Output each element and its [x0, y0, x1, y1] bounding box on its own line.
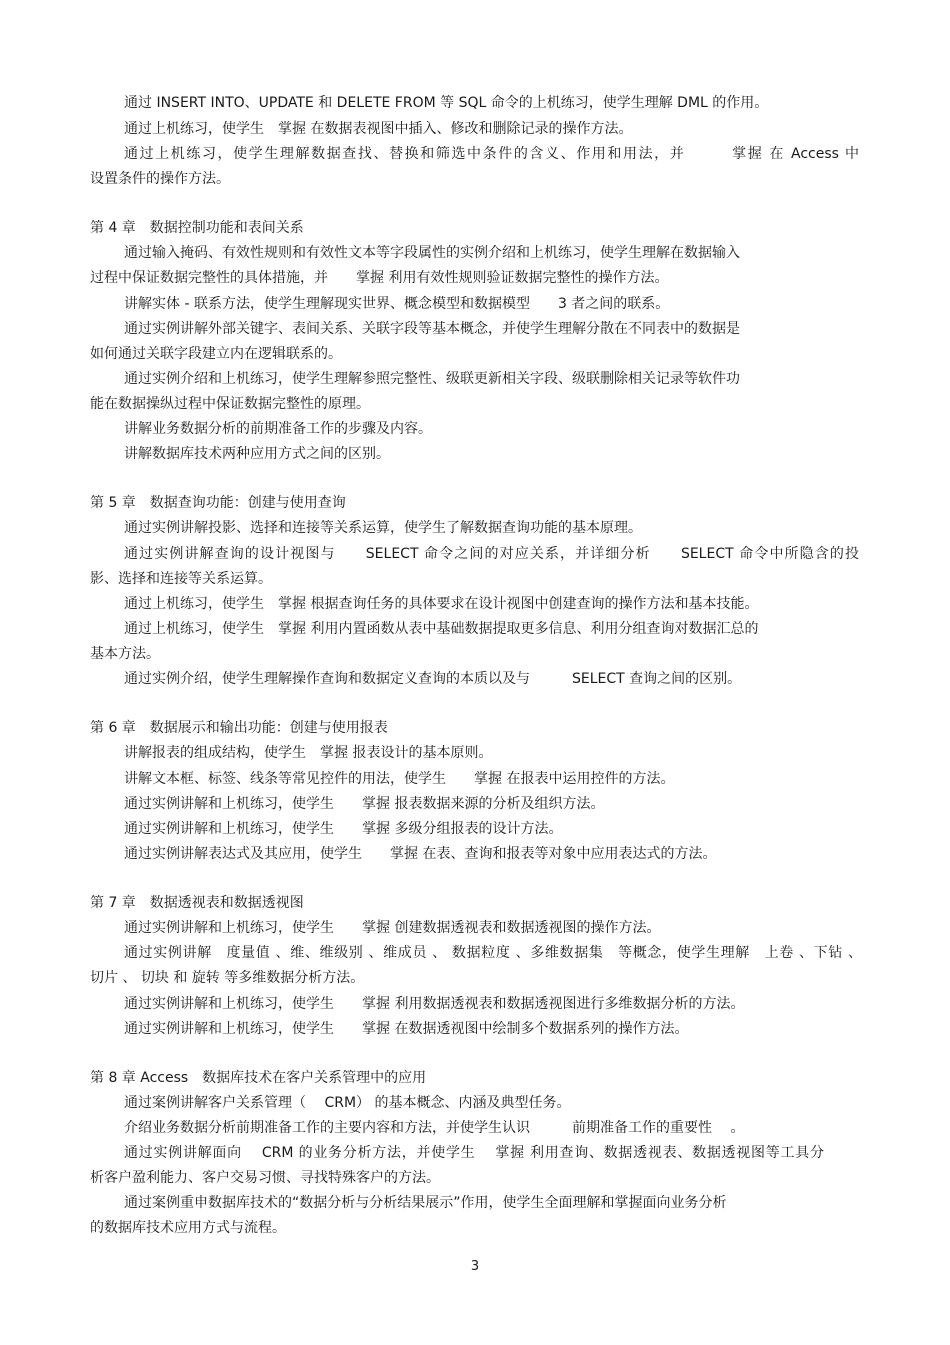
text-line: 的数据库技术应用方式与流程。 — [90, 1220, 286, 1236]
text-line: 通过实例介绍，使学生理解操作查询和数据定义查询的本质以及与 SELECT 查询之间的区别。 — [124, 671, 742, 687]
text-line: 通过上机练习，使学生 掌握 利用内置函数从表中基础数据提取更多信息、利用分组查询对数据汇总的 — [124, 621, 759, 637]
chapter-heading: 第 4 章 数据控制功能和表间关系 — [90, 220, 304, 236]
text-line: 基本方法。 — [90, 646, 160, 662]
text-line: 通过案例重申数据库技术的“数据分析与分析结果展示”作用，使学生全面理解和掌握面向业务分析 — [124, 1195, 727, 1211]
text-line: 讲解报表的组成结构，使学生 掌握 报表设计的基本原则。 — [124, 745, 493, 761]
text-line: 通过实例讲解查询的设计视图与 SELECT 命令之间的对应关系，并详细分析 SELECT 命令中所隐含的投 — [124, 546, 859, 562]
text-line: 讲解实体 - 联系方法，使学生理解现实世界、概念模型和数据模型 3 者之间的联系。 — [124, 296, 670, 312]
text-line: 设置条件的操作方法。 — [90, 171, 230, 187]
page-number: 3 — [470, 1259, 480, 1274]
text-line: 通过 INSERT INTO、UPDATE 和 DELETE FROM 等 SQL 命令的上机练习，使学生理解 DML 的作用。 — [124, 95, 769, 111]
text-line: 通过实例讲解和上机练习，使学生 掌握 报表数据来源的分析及组织方法。 — [124, 796, 605, 812]
chapter-heading: 第 7 章 数据透视表和数据透视图 — [90, 895, 304, 911]
text-line: 通过上机练习，使学生 掌握 在数据表视图中插入、修改和删除记录的操作方法。 — [124, 121, 633, 137]
text-line: 过程中保证数据完整性的具体措施，并 掌握 利用有效性规则验证数据完整性的操作方法。 — [90, 270, 669, 286]
text-line: 通过上机练习，使学生 掌握 根据查询任务的具体要求在设计视图中创建查询的操作方法和基本技能。 — [124, 596, 759, 612]
text-line: 通过实例介绍和上机练习，使学生理解参照完整性、级联更新相关字段、级联删除相关记录等软件功 — [124, 371, 740, 387]
text-line: 通过实例讲解和上机练习，使学生 掌握 多级分组报表的设计方法。 — [124, 821, 563, 837]
text-line: 讲解业务数据分析的前期准备工作的步骤及内容。 — [124, 421, 432, 437]
text-line: 通过实例讲解和上机练习，使学生 掌握 在数据透视图中绘制多个数据系列的操作方法。 — [124, 1021, 689, 1037]
chapter-heading: 第 6 章 数据展示和输出功能：创建与使用报表 — [90, 720, 388, 736]
text-line: 介绍业务数据分析前期准备工作的主要内容和方法，并使学生认识 前期准备工作的重要性 。 — [124, 1120, 745, 1136]
text-line: 通过上机练习，使学生理解数据查找、替换和筛选中条件的含义、作用和用法，并 掌握 在 Access 中 — [124, 146, 859, 162]
text-line: 如何通过关联字段建立内在逻辑联系的。 — [90, 346, 342, 362]
text-line: 讲解数据库技术两种应用方式之间的区别。 — [124, 446, 390, 462]
text-line: 通过实例讲解和上机练习，使学生 掌握 创建数据透视表和数据透视图的操作方法。 — [124, 920, 661, 936]
text-line: 通过实例讲解投影、选择和连接等关系运算，使学生了解数据查询功能的基本原理。 — [124, 520, 642, 536]
text-line: 影、选择和连接等关系运算。 — [90, 571, 272, 587]
text-line: 通过案例讲解客户关系管理（ CRM） 的基本概念、内涵及典型任务。 — [124, 1095, 571, 1111]
text-line: 通过实例讲解表达式及其应用，使学生 掌握 在表、查询和报表等对象中应用表达式的方法。 — [124, 846, 717, 862]
text-line: 析客户盈利能力、客户交易习惯、寻找特殊客户的方法。 — [90, 1170, 440, 1186]
text-line: 讲解文本框、标签、线条等常见控件的用法，使学生 掌握 在报表中运用控件的方法。 — [124, 771, 675, 787]
text-line: 切片 、 切块 和 旋转 等多维数据分析方法。 — [90, 970, 365, 986]
chapter-heading: 第 5 章 数据查询功能：创建与使用查询 — [90, 495, 346, 511]
text-line: 通过输入掩码、有效性规则和有效性文本等字段属性的实例介绍和上机练习，使学生理解在数据输入 — [124, 245, 740, 261]
text-line: 通过实例讲解和上机练习，使学生 掌握 利用数据透视表和数据透视图进行多维数据分析的方法。 — [124, 996, 745, 1012]
text-line: 通过实例讲解外部关键字、表间关系、关联字段等基本概念，并使学生理解分散在不同表中的数据是 — [124, 321, 740, 337]
text-line: 通过实例讲解面向 CRM 的业务分析方法，并使学生 掌握 利用查询、数据透视表、数据透视图等工具分 — [124, 1145, 824, 1161]
chapter-heading: 第 8 章 Access 数据库技术在客户关系管理中的应用 — [90, 1070, 427, 1086]
text-line: 通过实例讲解 度量值 、维、维级别 、维成员 、 数据粒度 、多维数据集 等概念，使学生理解 上卷 、下钻 、 — [124, 945, 862, 961]
text-line: 能在数据操纵过程中保证数据完整性的原理。 — [90, 396, 370, 412]
